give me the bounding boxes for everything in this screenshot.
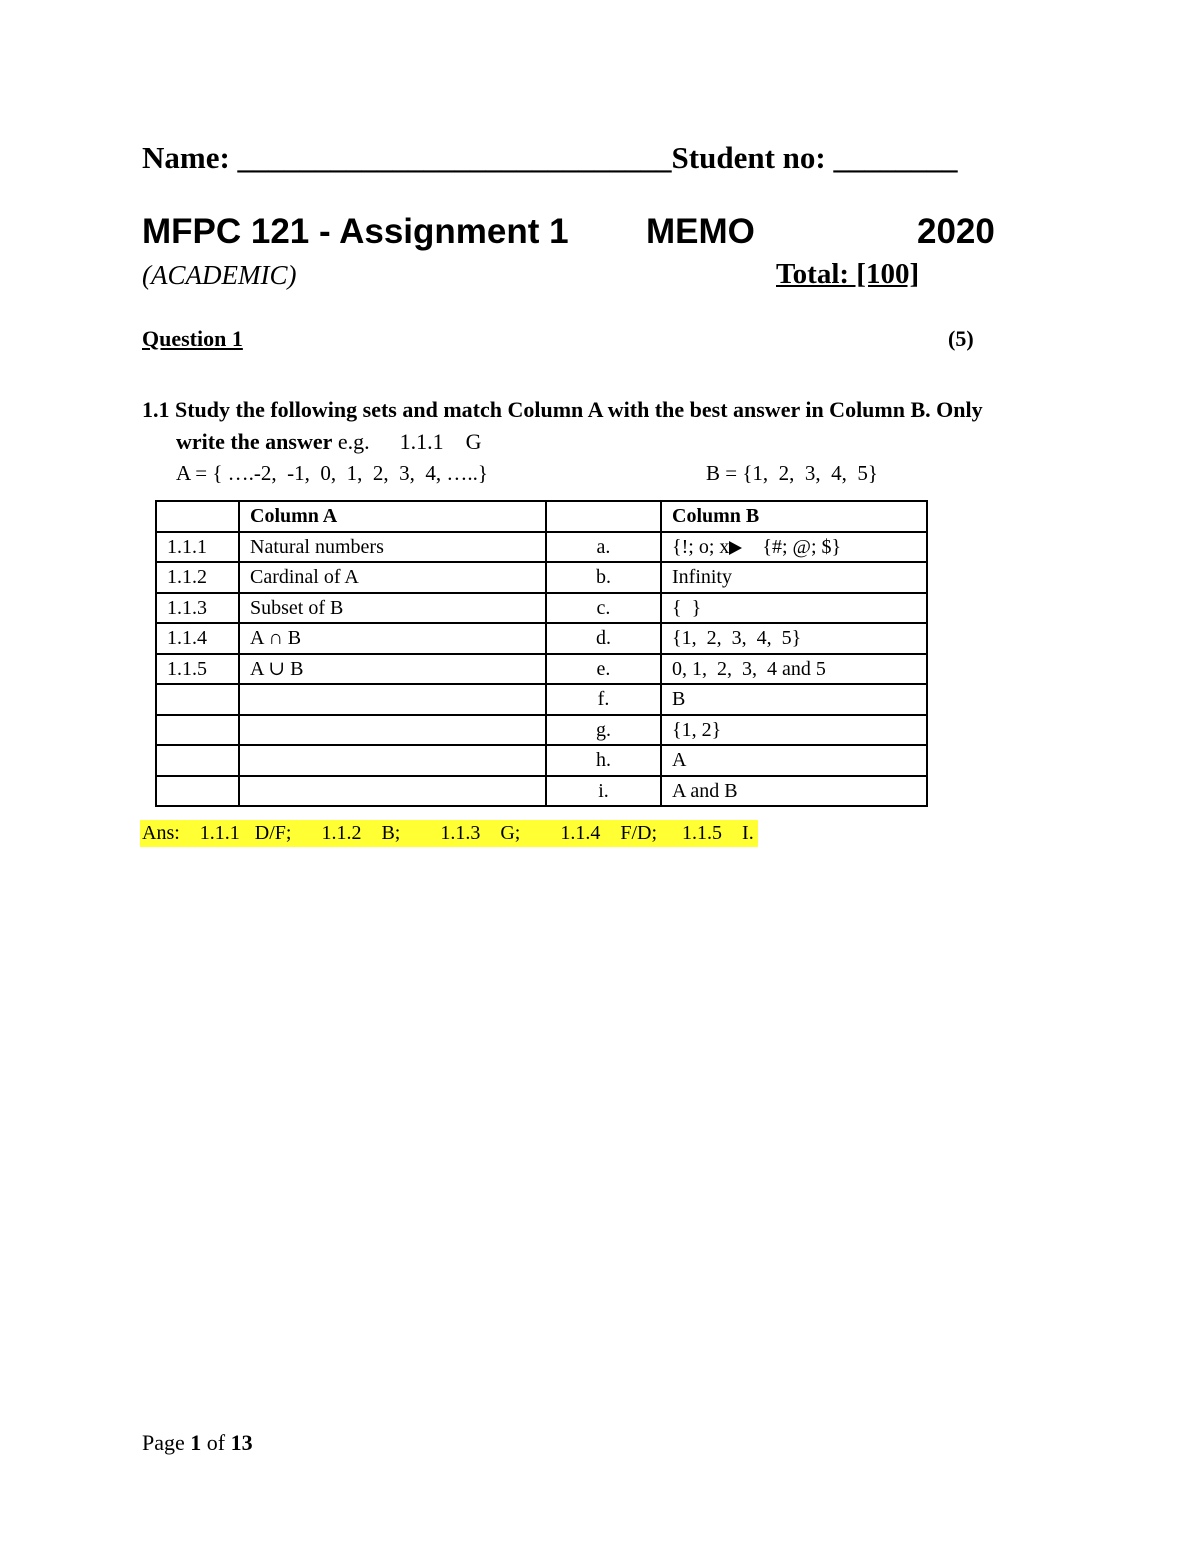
column-a-cell [239,745,546,776]
set-a-definition: A = { ….-2, -1, 0, 1, 2, 3, 4, …..} [176,461,488,485]
column-b-cell: {1, 2, 3, 4, 5} [661,623,927,654]
page-footer [142,1430,253,1456]
page-prefix: Page [142,1430,191,1455]
header-column-a: Column A [239,501,546,532]
table-row [156,715,927,746]
course-title: MFPC 121 - Assignment 1 [142,212,569,251]
option-letter: c. [546,593,661,624]
header-column-b: Column B [661,501,927,532]
table-row [156,654,927,685]
instruction-bold: write the answer [176,429,333,454]
option-letter: b. [546,562,661,593]
row-number: 1.1.5 [156,654,239,685]
row-number: 1.1.4 [156,623,239,654]
table-row [156,623,927,654]
option-letter: d. [546,623,661,654]
row-number [156,684,239,715]
row-number [156,715,239,746]
column-a-cell: Cardinal of A [239,562,546,593]
option-letter: i. [546,776,661,807]
column-b-cell [661,532,927,563]
table-row [156,745,927,776]
column-a-cell: Subset of B [239,593,546,624]
column-b-cell: {1, 2} [661,715,927,746]
header-cell [156,501,239,532]
column-b-suffix: {#; @; $} [762,535,842,558]
header-cell [546,501,661,532]
column-b-cell: B [661,684,927,715]
instruction-example: 1.1.1 G [399,429,482,454]
arrow-right-icon [729,541,742,555]
category-label: (ACADEMIC) [142,260,297,290]
row-number: 1.1.2 [156,562,239,593]
page-number: 1 [190,1430,202,1455]
column-a-cell [239,684,546,715]
column-a-cell: Natural numbers [239,532,546,563]
question-heading: Question 1 [142,326,243,351]
option-letter: h. [546,745,661,776]
row-number: 1.1.1 [156,532,239,563]
question-marks: (5) [948,326,974,351]
instruction-line-1: 1.1 Study the following sets and match Column A with the best answer in Column B. Only [142,397,983,422]
total-marks: Total: [100] [776,258,920,290]
row-number: 1.1.3 [156,593,239,624]
page-of: of [201,1430,231,1455]
option-letter: a. [546,532,661,563]
table-row [156,684,927,715]
option-letter: e. [546,654,661,685]
column-a-cell: A ∪ B [239,654,546,685]
option-letter: g. [546,715,661,746]
table-row [156,532,927,563]
instruction-line-2 [176,429,482,455]
column-b-cell: A and B [661,776,927,807]
table-row [156,562,927,593]
column-b-cell: { } [661,593,927,624]
matching-table [155,500,928,807]
table-header-row [156,501,927,532]
year-label: 2020 [917,212,995,251]
column-b-text: {!; o; x [672,535,730,558]
set-b-definition: B = {1, 2, 3, 4, 5} [706,461,879,485]
column-a-cell: A ∩ B [239,623,546,654]
table-row [156,776,927,807]
page-total: 13 [230,1430,253,1455]
column-a-cell [239,776,546,807]
row-number [156,745,239,776]
instruction-rest: e.g. [332,429,370,454]
option-letter: f. [546,684,661,715]
column-a-cell [239,715,546,746]
table-row [156,593,927,624]
answer-highlight: Ans: 1.1.1 D/F; 1.1.2 B; 1.1.3 G; 1.1.4 F/D; 1.1.5 I. [140,820,758,847]
column-b-cell: 0, 1, 2, 3, 4 and 5 [661,654,927,685]
name-student-line: Name: ____________________________Student no: ________ [142,140,958,175]
memo-label: MEMO [646,212,755,251]
row-number [156,776,239,807]
column-b-cell: A [661,745,927,776]
column-b-cell: Infinity [661,562,927,593]
